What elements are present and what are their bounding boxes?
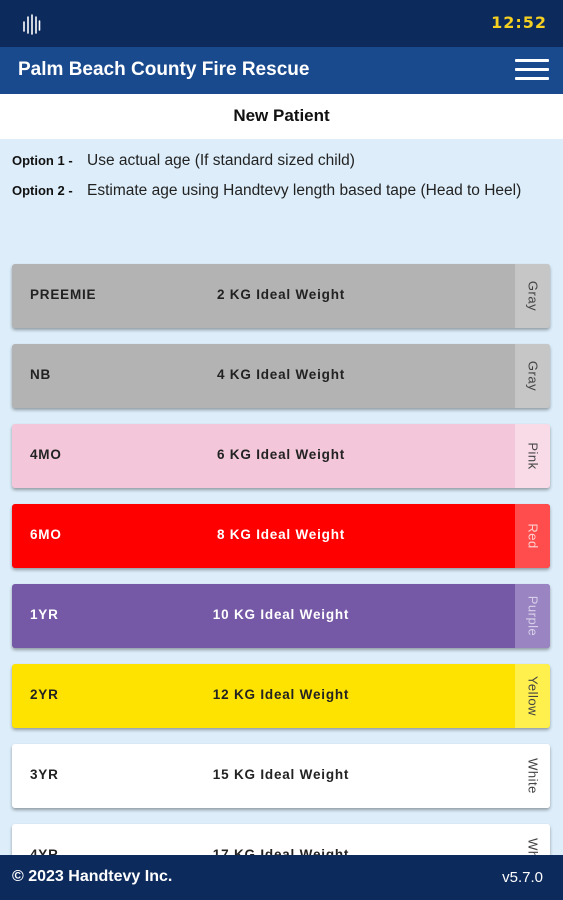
- tape-age-label: 1YR: [30, 607, 59, 622]
- status-time: 12:52: [491, 13, 547, 32]
- tape-row-1yr[interactable]: [12, 584, 550, 648]
- tape-color-tab: [515, 744, 550, 808]
- tape-color-tab: [515, 424, 550, 488]
- tape-row-2yr[interactable]: [12, 664, 550, 728]
- tape-color-name: Pink: [525, 442, 540, 470]
- tape-color-name: Gray: [525, 280, 540, 312]
- tape-color-name: Gray: [525, 360, 540, 392]
- tape-age-label: 6MO: [30, 527, 62, 542]
- tape-weight-label: 2 KG Ideal Weight: [216, 287, 346, 302]
- tape-age-label: 2YR: [30, 687, 59, 702]
- page-header: [0, 94, 563, 139]
- tape-weight-label: 12 KG Ideal Weight: [212, 687, 350, 702]
- option-label: Option 2 -: [12, 183, 73, 198]
- page-title: New Patient: [233, 106, 330, 125]
- tape-row-3yr[interactable]: [12, 744, 550, 808]
- copyright-text: © 2023 Handtevy Inc.: [12, 868, 173, 885]
- tape-weight-label: 10 KG Ideal Weight: [212, 607, 350, 622]
- option-text: Estimate age using Handtevy length based tape (Head to Heel): [87, 182, 522, 199]
- hamburger-menu-icon[interactable]: [515, 59, 549, 83]
- tape-weight-label: 15 KG Ideal Weight: [212, 767, 350, 782]
- tape-color-tab: [515, 584, 550, 648]
- tape-row-4mo[interactable]: [12, 424, 550, 488]
- tape-color-name: White: [525, 758, 540, 794]
- option-label: Option 1 -: [12, 153, 73, 168]
- tape-age-label: 3YR: [30, 767, 59, 782]
- tape-age-label: 4MO: [30, 447, 62, 462]
- tape-color-tab: [515, 504, 550, 568]
- tape-color-tab: [515, 344, 550, 408]
- tape-color-tab: [515, 264, 550, 328]
- tape-color-name: Purple: [525, 595, 540, 637]
- tape-weight-label: 6 KG Ideal Weight: [216, 447, 346, 462]
- tape-weight-label: 4 KG Ideal Weight: [216, 367, 346, 382]
- tape-row-6mo[interactable]: [12, 504, 550, 568]
- option-text: Use actual age (If standard sized child): [87, 152, 355, 169]
- tape-color-name: Yellow: [525, 675, 540, 717]
- tape-weight-label: 8 KG Ideal Weight: [216, 527, 346, 542]
- tape-age-label: NB: [30, 367, 52, 382]
- tape-color-name: Red: [525, 523, 540, 549]
- app-title: Palm Beach County Fire Rescue: [18, 59, 310, 80]
- tape-color-tab: [515, 664, 550, 728]
- footer: [0, 855, 563, 900]
- tape-row-nb[interactable]: [12, 344, 550, 408]
- handtevy-logo-icon: [20, 12, 42, 36]
- tape-age-label: PREEMIE: [30, 287, 97, 302]
- tape-row-preemie[interactable]: [12, 264, 550, 328]
- status-bar: [0, 0, 563, 47]
- version-text: v5.7.0: [502, 869, 543, 886]
- app-bar: [0, 47, 563, 94]
